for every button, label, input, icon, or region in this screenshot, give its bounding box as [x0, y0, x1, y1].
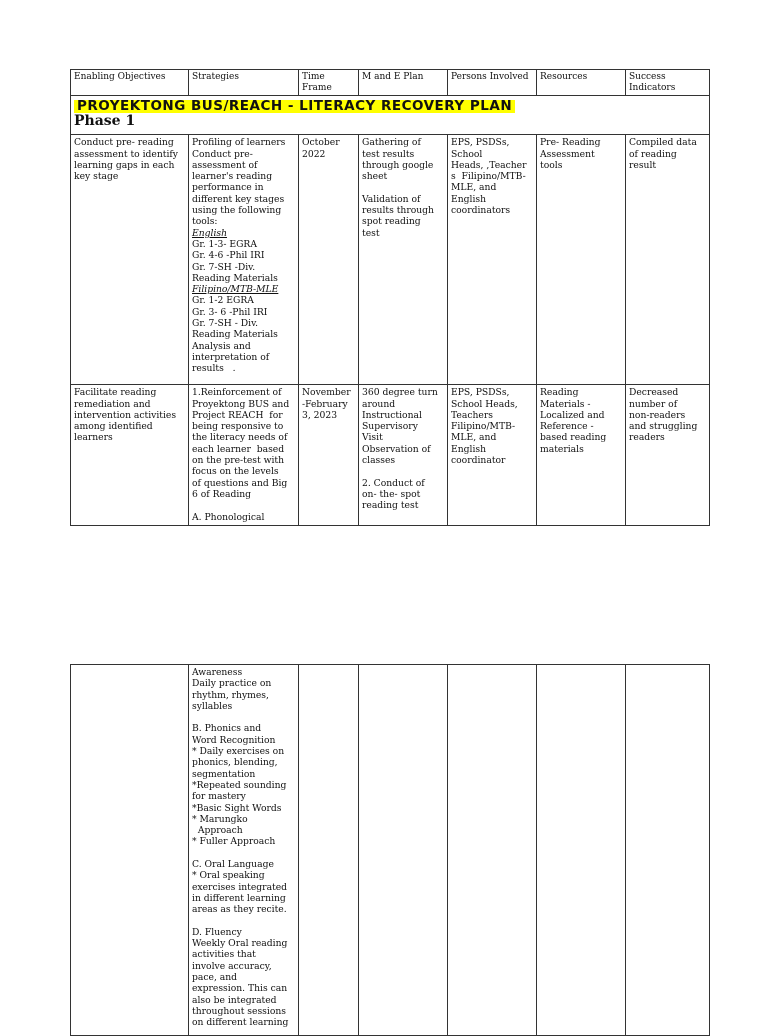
cell-line: assessment to identify	[74, 148, 178, 160]
cell-line: Gr. 7-SH -Div.	[192, 261, 256, 273]
strategies-cell	[189, 665, 299, 1036]
objective-cell	[71, 385, 189, 526]
resources-cell	[537, 665, 626, 1036]
success-cell	[626, 385, 710, 526]
cell-line: using the following	[192, 205, 282, 217]
cell-line: Weekly Oral reading	[192, 938, 288, 950]
cell-line: Gr. 4-6 -Phil IRI	[192, 250, 265, 262]
literacy-plan-table	[70, 69, 710, 526]
literacy-plan-table-continued	[70, 664, 710, 1036]
cell-line: remediation and	[74, 398, 151, 410]
english-label: English	[192, 227, 228, 239]
spacer	[192, 848, 295, 859]
cell-line: *Repeated sounding	[192, 779, 287, 791]
cell-line: involve accuracy,	[192, 960, 272, 972]
cell-line: tools:	[192, 216, 218, 228]
cell-line: B. Phonics and	[192, 723, 262, 735]
objective-cell	[71, 135, 189, 385]
cell-line: * Daily exercises on	[192, 746, 285, 758]
time-frame-cell	[299, 135, 359, 385]
cell-line: A. Phonological	[192, 511, 265, 523]
cell-line: learners	[74, 432, 113, 444]
cell-line: Filipino/MTB-	[451, 421, 516, 433]
cell-line: performance in	[192, 182, 264, 194]
cell-line: areas as they recite.	[192, 904, 287, 916]
cell-line: on- the- spot	[362, 488, 421, 500]
phase-label: Phase 1	[74, 113, 136, 130]
header-success-indicators: Success Indicators	[626, 70, 710, 96]
cell-line: also be integrated	[192, 994, 277, 1006]
cell-line: Materials -	[540, 398, 591, 410]
cell-line: Reading Materials	[192, 329, 278, 341]
table-row	[71, 665, 710, 1036]
cell-line: Localized and	[540, 409, 605, 421]
cell-line: and struggling	[629, 421, 698, 433]
table-row	[71, 385, 710, 526]
cell-line: Heads, ,Teacher	[451, 159, 527, 171]
cell-line: Decreased	[629, 387, 679, 399]
cell-line: of questions and Big	[192, 477, 288, 489]
persons-cell	[448, 135, 537, 385]
title-cell	[71, 96, 710, 135]
cell-line: based reading	[540, 432, 607, 444]
cell-line: key stage	[74, 171, 119, 183]
header-time-frame: Time Frame	[299, 70, 359, 96]
spacer	[192, 916, 295, 927]
cell-line: Gathering of	[362, 137, 421, 149]
cell-line: through google	[362, 159, 434, 171]
cell-line: 2022	[302, 148, 326, 160]
cell-line: coordinators	[451, 205, 511, 217]
cell-line: 6 of Reading	[192, 488, 252, 500]
cell-line: Proyektong BUS and	[192, 398, 290, 410]
cell-line: Awareness	[192, 667, 243, 678]
objective-cell	[71, 665, 189, 1036]
filipino-label: Filipino/MTB-MLE	[192, 284, 279, 296]
cell-line: Observation of	[362, 443, 431, 455]
m-and-e-cell	[359, 385, 448, 526]
cell-line: -February	[302, 398, 348, 410]
cell-line: around	[362, 398, 396, 410]
spacer	[192, 500, 295, 511]
cell-line: on different learning	[192, 1017, 289, 1029]
cell-line: Daily practice on	[192, 678, 272, 690]
header-m-and-e-plan: M and E Plan	[359, 70, 448, 96]
persons-cell	[448, 385, 537, 526]
cell-line: * Fuller Approach	[192, 836, 276, 848]
cell-line: tools	[540, 159, 563, 171]
cell-line: English	[451, 443, 487, 455]
cell-line: syllables	[192, 700, 233, 712]
header-row	[71, 70, 710, 96]
header-persons-involved: Persons Involved	[448, 70, 537, 96]
cell-line: the literacy needs of	[192, 432, 288, 444]
cell-line: of reading	[629, 148, 677, 160]
cell-line: Conduct pre- reading	[74, 137, 174, 149]
header-enabling-objectives: Enabling Objectives	[71, 70, 189, 96]
cell-line: different key stages	[192, 193, 285, 205]
cell-line: pace, and	[192, 972, 238, 984]
success-cell	[626, 665, 710, 1036]
cell-line: expression. This can	[192, 983, 288, 995]
cell-line: classes	[362, 455, 396, 467]
cell-line: MLE, and	[451, 432, 497, 444]
cell-line: being responsive to	[192, 421, 284, 433]
cell-line: test results	[362, 148, 415, 160]
cell-line: Approach	[192, 825, 243, 837]
resources-cell	[537, 135, 626, 385]
cell-line: activities that	[192, 949, 256, 961]
cell-line: s Filipino/MTB-	[451, 171, 526, 183]
cell-line: EPS, PSDSs,	[451, 137, 510, 149]
cell-line: Compiled data	[629, 137, 697, 149]
cell-line: Teachers	[451, 409, 493, 421]
cell-line: 3, 2023	[302, 409, 338, 421]
time-frame-cell	[299, 385, 359, 526]
header-strategies: Strategies	[189, 70, 299, 96]
cell-line: November	[302, 387, 351, 399]
cell-line: non-readers	[629, 409, 686, 421]
cell-line: October	[302, 137, 340, 149]
m-and-e-cell	[359, 665, 448, 1036]
cell-line: 2. Conduct of	[362, 477, 425, 489]
cell-line: result	[629, 159, 657, 171]
table-row	[71, 135, 710, 385]
cell-line: interpretation of	[192, 351, 270, 363]
cell-line: Validation of	[362, 193, 421, 205]
cell-line: on the pre-test with	[192, 455, 285, 467]
cell-line: learner's reading	[192, 171, 273, 183]
cell-line: Profiling of learners	[192, 137, 286, 149]
cell-line: Project REACH for	[192, 409, 283, 421]
cell-line: School	[451, 148, 483, 160]
cell-line: Facilitate reading	[74, 387, 157, 399]
cell-line: Analysis and	[192, 340, 251, 352]
cell-line: Reading	[540, 387, 579, 399]
cell-line: materials	[540, 443, 584, 455]
cell-line: throughout sessions	[192, 1005, 286, 1017]
cell-line: Reading Materials	[192, 272, 278, 284]
cell-line: Word Recognition	[192, 734, 276, 746]
cell-line: results through	[362, 205, 434, 217]
cell-line: Gr. 1-3- EGRA	[192, 238, 257, 250]
strategies-cell	[189, 135, 299, 385]
strategies-cell	[189, 385, 299, 526]
cell-line: learning gaps in each	[74, 159, 175, 171]
cell-line: Supervisory	[362, 421, 418, 433]
success-cell	[626, 135, 710, 385]
cell-line: focus on the levels	[192, 466, 279, 478]
cell-line: each learner based	[192, 443, 285, 455]
cell-line: *Basic Sight Words	[192, 802, 282, 814]
cell-line: intervention activities	[74, 409, 177, 421]
cell-line: Visit	[362, 432, 383, 444]
cell-line: Gr. 7-SH - Div.	[192, 318, 259, 330]
cell-line: rhythm, rhymes,	[192, 689, 269, 701]
cell-line: D. Fluency	[192, 926, 242, 938]
plan-title: PROYEKTONG BUS/REACH - LITERACY RECOVERY PLAN	[74, 100, 515, 113]
cell-line: for mastery	[192, 791, 246, 803]
cell-line: Instructional	[362, 409, 422, 421]
cell-line: 360 degree turn	[362, 387, 438, 399]
cell-line: spot reading	[362, 216, 421, 228]
cell-line: 1.Reinforcement of	[192, 387, 282, 399]
cell-line: results .	[192, 363, 236, 375]
cell-line: Conduct pre-	[192, 148, 253, 160]
cell-line: reading test	[362, 500, 419, 512]
cell-line: EPS, PSDSs,	[451, 387, 510, 399]
spacer	[362, 466, 444, 477]
cell-line: readers	[629, 432, 665, 444]
cell-line: School Heads,	[451, 398, 518, 410]
cell-line: * Marungko	[192, 813, 248, 825]
resources-cell	[537, 385, 626, 526]
cell-line: Gr. 3- 6 -Phil IRI	[192, 306, 268, 318]
header-resources: Resources	[537, 70, 626, 96]
cell-line: in different learning	[192, 892, 286, 904]
spacer	[192, 712, 295, 723]
cell-line: C. Oral Language	[192, 859, 274, 871]
cell-line: segmentation	[192, 768, 256, 780]
cell-line: Pre- Reading	[540, 137, 601, 149]
title-row	[71, 96, 710, 135]
cell-line: * Oral speaking	[192, 870, 265, 882]
cell-line: phonics, blending,	[192, 757, 278, 769]
m-and-e-cell	[359, 135, 448, 385]
cell-line: number of	[629, 398, 678, 410]
cell-line: exercises integrated	[192, 881, 288, 893]
cell-line: Gr. 1-2 EGRA	[192, 295, 254, 307]
time-frame-cell	[299, 665, 359, 1036]
cell-line: MLE, and	[451, 182, 497, 194]
cell-line: sheet	[362, 171, 388, 183]
cell-line: English	[451, 193, 487, 205]
cell-line: Assessment	[540, 148, 595, 160]
cell-line: coordinator	[451, 455, 506, 467]
cell-line: Reference -	[540, 421, 594, 433]
cell-line: test	[362, 227, 380, 239]
persons-cell	[448, 665, 537, 1036]
cell-line: among identified	[74, 421, 153, 433]
cell-line: assessment of	[192, 159, 258, 171]
spacer	[362, 182, 444, 193]
